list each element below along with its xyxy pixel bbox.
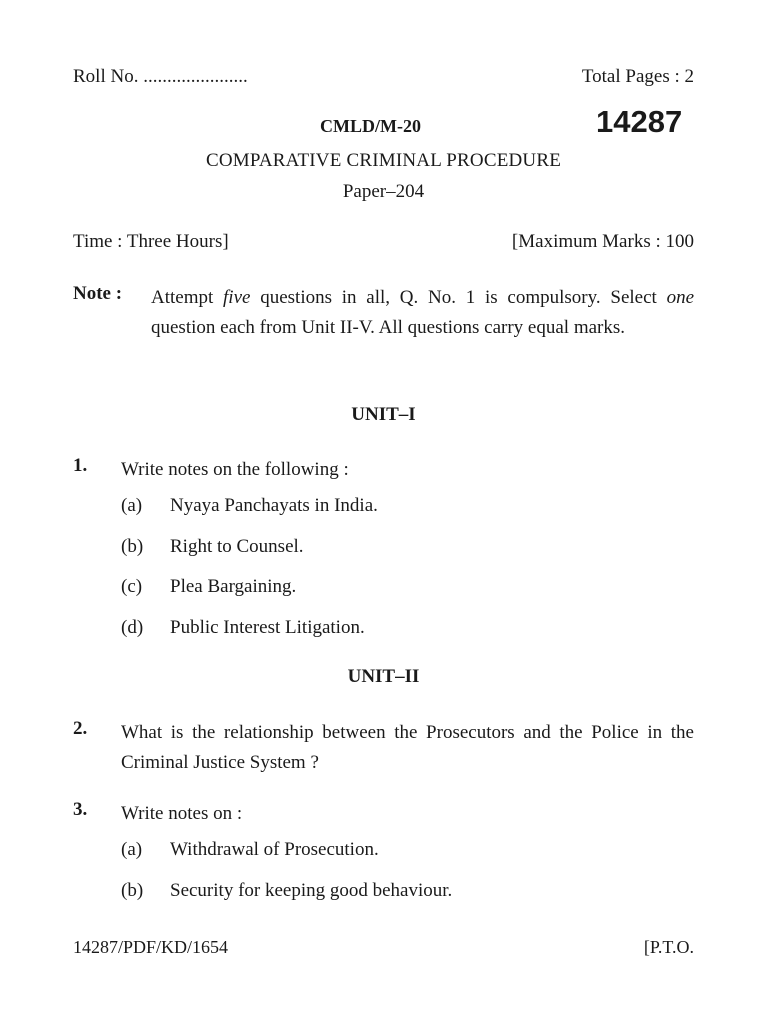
question-number-1: 1. [73, 455, 88, 476]
question-number-2: 2. [73, 718, 88, 739]
subquestion-text: Public Interest Litigation. [170, 617, 365, 638]
note-text [151, 283, 694, 342]
roll-number: Roll No. ...................... [73, 66, 248, 87]
note-label: Note : [73, 283, 123, 304]
subquestion-text: Security for keeping good behaviour. [170, 880, 453, 901]
maximum-marks: [Maximum Marks : 100 [511, 231, 694, 252]
paper-number: 14287 [596, 104, 683, 139]
note-emphasis-five: five [223, 287, 251, 308]
course-code: CMLD/M-20 [320, 116, 421, 136]
subquestion-label: (b) [121, 880, 144, 901]
unit-heading-1: UNIT–I [351, 404, 416, 425]
subquestion-label: (a) [121, 495, 143, 516]
subquestion-label: (d) [121, 617, 144, 638]
subquestion-text: Plea Bargaining. [170, 576, 297, 597]
note-text-part: question each from Unit II-V. All questions carry equal marks. [151, 316, 626, 338]
subquestion-text: Withdrawal of Prosecution. [170, 839, 379, 860]
subquestion-label: (c) [121, 576, 143, 597]
question-text-1: Write notes on the following : [121, 459, 349, 480]
question-number-3: 3. [73, 799, 88, 820]
note-text-part: Attempt [151, 287, 224, 308]
subquestion-text: Nyaya Panchayats in India. [170, 495, 378, 516]
footer [73, 937, 694, 958]
subquestion-text: Right to Counsel. [170, 536, 304, 557]
footer-code: 14287/PDF/KD/1654 [73, 937, 229, 957]
total-pages: Total Pages : 2 [581, 66, 694, 87]
question-text-2: What is the relationship between the Prosecutors and the Police in the Criminal Justice System ? [121, 722, 694, 773]
unit-heading-2: UNIT–II [347, 666, 420, 687]
subquestion-label: (a) [121, 839, 143, 860]
note-emphasis-one: one [666, 287, 694, 308]
time-allowed: Time : Three Hours] [73, 231, 229, 252]
page-turn-over: [P.T.O. [643, 937, 694, 957]
paper-code: Paper–204 [342, 181, 425, 202]
time-marks-row [73, 231, 694, 253]
header-row [73, 66, 694, 88]
subquestion-label: (b) [121, 536, 144, 557]
subject-title: COMPARATIVE CRIMINAL PROCEDURE [205, 150, 562, 171]
note-text-part: questions in all, Q. No. 1 is compulsory. Select [250, 287, 667, 308]
question-text-3: Write notes on : [121, 803, 243, 824]
